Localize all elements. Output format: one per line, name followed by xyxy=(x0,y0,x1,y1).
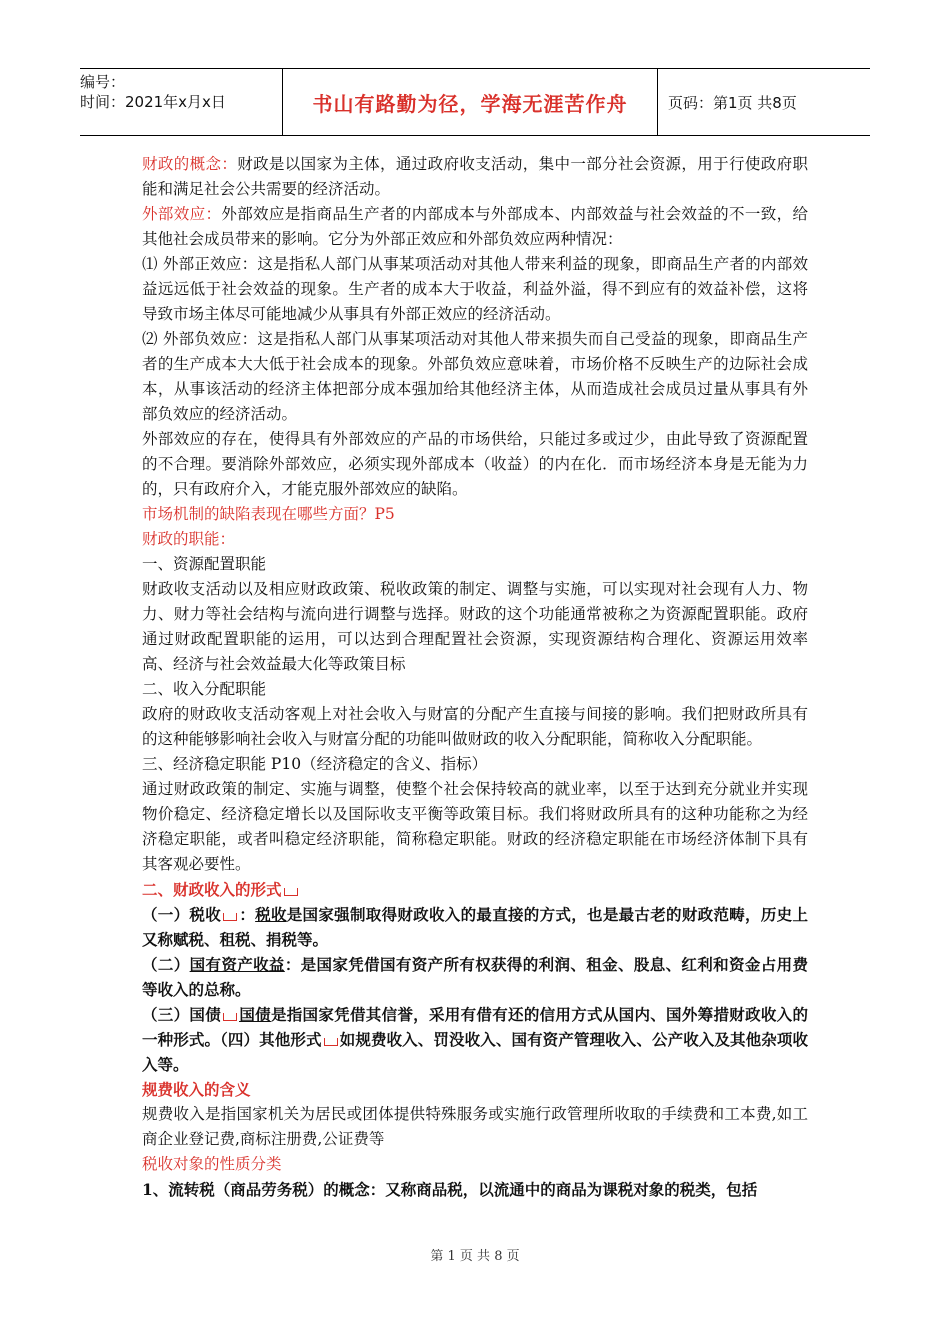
bracket-mark-icon xyxy=(223,1013,237,1021)
header-page-number: 页码：第1页 共8页 xyxy=(668,93,797,112)
paragraph: ⑵ 外部负效应：这是指私人部门从事某项活动对其他人带来损失而自己受益的现象，即商品生产者的生产成本大大低于社会成本的现象。外部负效应意味着，市场价格不反映生产的边际社会成本，从事该活动的经济主体把部分成本强加给其他经济主体，从而造成社会成员过量从事具有外部负效应的经济活动。 xyxy=(142,330,808,423)
subheading: 二、收入分配职能 xyxy=(142,680,267,698)
bold-paragraph: （二）国有资产收益：是国家凭借国有资产所有权获得的利润、租金、股息、红利和资金占用费等收入的总称。 xyxy=(142,955,808,999)
page-header xyxy=(80,68,870,136)
paragraph: 财政的概念：财政是以国家为主体，通过政府收支活动，集中一部分社会资源，用于行使政府职能和满足社会公共需要的经济活动。 xyxy=(142,155,808,198)
paragraph: 外部效应的存在，使得具有外部效应的产品的市场供给，只能过多或过少，由此导致了资源配置的不合理。要消除外部效应，必须实现外部成本（收益）的内在化．而市场经济本身是无能为力的，只有政府介入，才能克服外部效应的缺陷。 xyxy=(142,430,808,498)
paragraph: 规费收入是指国家机关为居民或团体提供特殊服务或实施行政管理所收取的手续费和工本费,如工商企业登记费,商标注册费,公证费等 xyxy=(142,1105,808,1148)
paragraph: 财政收支活动以及相应财政政策、税收政策的制定、调整与实施，可以实现对社会现有人力、物力、财力等社会结构与流向进行调整与选择。财政的这个功能通常被称之为资源配置职能。政府通过财政配置职能的运用，可以达到合理配置社会资源，实现资源结构合理化、资源运用效率高、经济与社会效益最大化等政策目标 xyxy=(142,580,808,673)
bracket-mark-icon xyxy=(223,913,237,921)
section-heading: 市场机制的缺陷表现在哪些方面？P5 xyxy=(142,505,395,523)
paragraph: 政府的财政收支活动客观上对社会收入与财富的分配产生直接与间接的影响。我们把财政所具有的这种能够影响社会收入与财富分配的功能叫做财政的收入分配职能，简称收入分配职能。 xyxy=(142,705,808,748)
bold-paragraph: （一）税收 ：税收是国家强制取得财政收入的最直接的方式，也是最古老的财政范畴，历史上又称赋税、租税、捐税等。 xyxy=(142,905,808,949)
section-heading: 财政的职能： xyxy=(142,530,236,548)
term-label: 财政的概念： xyxy=(142,155,238,173)
section-heading: 税收对象的性质分类 xyxy=(142,1155,282,1173)
paragraph: 外部效应：外部效应是指商品生产者的内部成本与外部成本、内部效益与社会效益的不一致，给其他社会成员带来的影响。它分为外部正效应和外部负效应两种情况： xyxy=(142,205,808,248)
bold-paragraph: 1、流转税（商品劳务税）的概念：又称商品税，以流通中的商品为课税对象的税类，包括 xyxy=(142,1180,758,1199)
term-label: 外部效应： xyxy=(142,205,222,223)
bold-paragraph: （三）国债 国债是指国家凭借其信誉，采用有借有还的信用方式从国内、国外筹措财政收入的一种形式。（四）其他形式 如规费收入、罚没收入、国有资产管理收入、公产收入及其他杂项收入等。 xyxy=(142,1005,808,1074)
paragraph: ⑴ 外部正效应：这是指私人部门从事某项活动对其他人带来利益的现象，即商品生产者的内部效益远远低于社会效益的现象。生产者的成本大于收益，利益外溢，得不到应有的效益补偿，这将导致市场主体尽可能地减少从事具有外部正效应的经济活动。 xyxy=(142,255,808,323)
subheading: 一、资源配置职能 xyxy=(142,555,267,573)
bold-heading: 规费收入的含义 xyxy=(142,1080,251,1099)
header-meta xyxy=(80,69,283,135)
bracket-mark-icon xyxy=(324,1038,338,1046)
page-footer: 第 1 页 共 8 页 xyxy=(430,1249,520,1264)
bold-heading: 二、财政收入的形式 xyxy=(142,877,808,902)
doc-number: 编号： xyxy=(80,73,126,91)
header-motto: 书山有路勤为径，学海无涯苦作舟 xyxy=(283,69,658,135)
document-body xyxy=(142,152,808,1202)
paragraph: 通过财政政策的制定、实施与调整，使整个社会保持较高的就业率，以至于达到充分就业并实现物价稳定、经济稳定增长以及国际收支平衡等政策目标。我们将财政所具有的这种功能称之为经济稳定职能，或者叫稳定经济职能，简称稳定职能。财政的经济稳定职能在市场经济体制下具有其客观必要性。 xyxy=(142,780,808,873)
doc-date: 时间：2021年x月x日 xyxy=(80,93,226,111)
bracket-mark-icon xyxy=(284,888,298,896)
subheading: 三、经济稳定职能 P10（经济稳定的含义、指标） xyxy=(142,755,488,773)
